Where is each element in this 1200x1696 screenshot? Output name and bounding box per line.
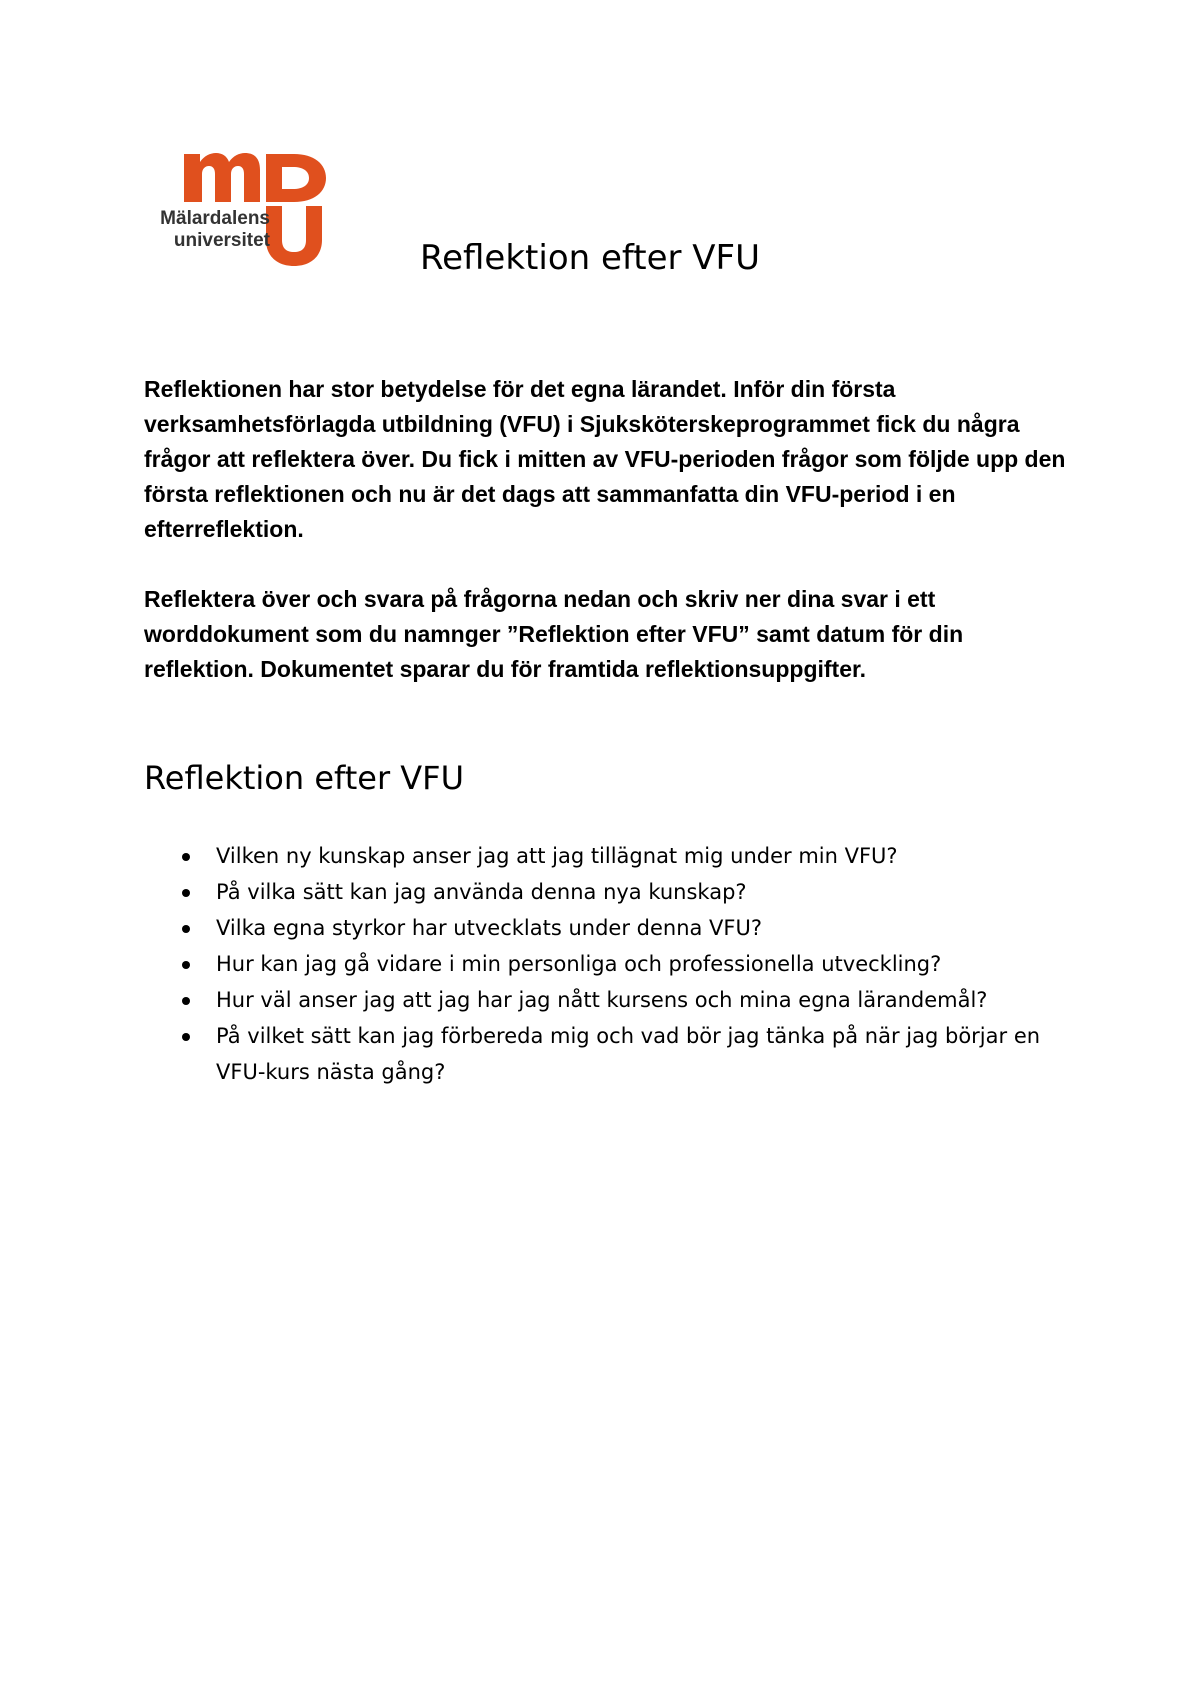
question-text: Vilka egna styrkor har utvecklats under denna VFU? (216, 916, 763, 940)
university-logo (148, 150, 348, 268)
list-item (144, 1018, 1074, 1090)
list-item (144, 838, 1074, 874)
bullet-icon (182, 853, 190, 861)
bullet-icon (182, 997, 190, 1005)
question-text: På vilket sätt kan jag förbereda mig och vad bör jag tänka på när jag börjar en VFU-kurs nästa gång? (216, 1024, 1041, 1084)
logo-text-line1: Mälardalens (160, 208, 270, 229)
section-heading: Reflektion efter VFU (144, 759, 464, 797)
question-list (144, 838, 1074, 1090)
list-item (144, 874, 1074, 910)
intro-text (144, 372, 1074, 687)
question-text: Hur väl anser jag att jag har jag nått kursens och mina egna lärandemål? (216, 988, 988, 1012)
question-text: På vilka sätt kan jag använda denna nya kunskap? (216, 880, 747, 904)
document-title: Reflektion efter VFU (420, 238, 760, 278)
list-item (144, 982, 1074, 1018)
bullet-icon (182, 889, 190, 897)
question-text: Vilken ny kunskap anser jag att jag tillägnat mig under min VFU? (216, 844, 898, 868)
bullet-icon (182, 961, 190, 969)
intro-paragraph: Reflektionen har stor betydelse för det egna lärandet. Inför din första verksamhetsförlagda utbildning (VFU) i Sjuksköterskeprogrammet fick du några frågor att reflektera över. Du fick i mitten av VFU-perioden frågor som följde upp den första reflektionen och nu är det dags att sammanfatta din VFU-period i en efterreflektion. (144, 376, 1066, 542)
bullet-icon (182, 1033, 190, 1041)
question-text: Hur kan jag gå vidare i min personliga och professionella utveckling? (216, 952, 942, 976)
logo-text-line2: universitet (173, 230, 270, 251)
list-item (144, 910, 1074, 946)
list-item (144, 946, 1074, 982)
intro-paragraph: Reflektera över och svara på frågorna nedan och skriv ner dina svar i ett worddokument som du namnger ”Reflektion efter VFU” samt datum för din reflektion. Dokumentet sparar du för framtida reflektionsuppgifter. (144, 586, 964, 682)
bullet-icon (182, 925, 190, 933)
